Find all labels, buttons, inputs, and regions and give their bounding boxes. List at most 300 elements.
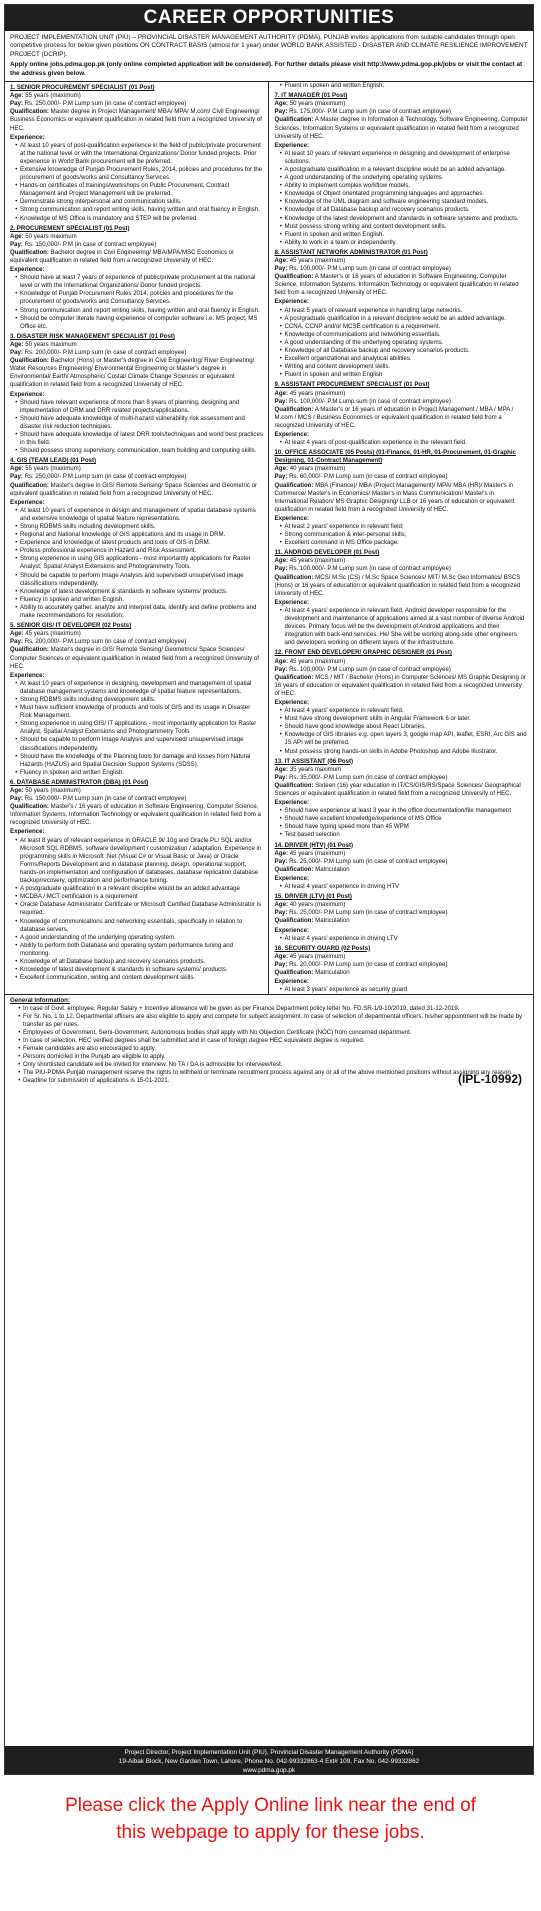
position-title: 12. FRONT END DEVELOPER/ GRAPHIC DESIGNER (01 Post) [274,649,452,657]
field-value: Rs. 200,000/- P.M Lump sum (in case of contract employee) [24,349,187,357]
field-label: Pay: [10,473,23,481]
experience-item: • Knowledge of the UML diagram and software engineering standard models. [284,198,529,206]
field-value: Rs. 250,000/- P.M Lump sum (in case of contract employee) [24,473,187,481]
field-label: Age: [10,92,24,100]
experience-item: • Strong RDBMS skills including development skills. [19,523,264,531]
position-block [10,333,264,455]
field-label: Age: [10,232,24,240]
field-value: Rs. 150,000/- P.M (in case of contract employee) [24,240,157,248]
field-label: Pay: [10,100,23,108]
experience-item: • Profess professional experience in Hazard and Risk Assessment. [19,547,264,555]
position-title: 13. IT ASSISTANT (06 Post) [274,757,354,765]
position-title: 3. DISASTER RISK MANAGEMENT SPECIALIST (01 Post) [10,332,175,340]
general-info-item: 5. Female candidates are also encouraged to apply. [22,1045,528,1053]
experience-item: • Knowledge of communications and networking essentials, specifically in relation to database servers. [19,918,264,934]
experience-list [10,507,264,620]
experience-item: • Fluent in spoken and written English. [284,231,529,239]
experience-item: • A postgraduate qualification in a relevant discipline would be an added advantage. [284,166,529,174]
experience-item: • Should have excellent knowledge/experience of MS Office [284,815,529,823]
position-qualification [10,357,264,389]
contact-footer [5,1746,533,1774]
experience-item: • Knowledge of all Database backup and recovery scenarios products. [284,206,529,214]
field-value: Rs. 175,000/- P.M Lump sum (in case of contract employee) [289,108,451,116]
field-label: Pay: [274,909,288,917]
experience-item: • Knowledge of communications and networking essentials. [284,331,529,339]
field-value: Rs. 150,000/- P.M Lump sum (in case of contract employee) [24,795,187,803]
general-info-title: General Information: [10,997,70,1005]
field-label: Pay: [274,473,288,481]
experience-item: • Should be capable to perform Image Analysis and supervised/ unsupervised image classifications independently. [19,572,264,588]
experience-item: • Knowledge of Object orientated programming languages and approaches. [284,190,529,198]
apply-online-notice[interactable] [0,1792,541,1846]
field-label: Pay: [274,960,288,968]
field-label: Qualification: [274,865,314,873]
experience-item: • Knowledge of all Database backup and recovery scenarios products. [19,958,264,966]
position-qualification [275,574,529,598]
experience-label: Experience: [10,828,45,836]
position-title: 15. DRIVER (LTV) (01 Post) [274,893,352,901]
field-label: Age: [274,657,289,665]
position-block [10,84,264,223]
field-value: Master degree in Project Management/ MBA/ MPA/ M.com/ Civil Engineering/ Business Economics or equivalent qualification in related field from a recognized University of HEC. [10,108,263,132]
field-value: A Master's or 16 years of education in Project Management / MBA / MPA / M.com / MCS / Business Economics or equivalent qualification in related field from a recognized University of HEC. [274,405,514,429]
field-label: Pay: [274,665,288,673]
experience-item: • Fluency in spoken and written English. [19,596,264,604]
experience-list [275,523,529,547]
experience-list [10,142,264,223]
position-qualification [275,482,529,514]
experience-item: • Excellent organizational and analytical abilities. [284,355,529,363]
position-qualification [10,108,264,132]
field-value: Matriculation [315,968,350,976]
position-block [10,622,264,777]
field-value: 50 years (maximum) [25,787,81,794]
field-label: Qualification: [274,116,314,124]
experience-item: • Should be capable to perform Image Analysis and supervised/ unsupervised image classifications independently. [19,736,264,752]
field-label: Qualification: [274,968,314,976]
experience-item: • Should have at least 7 years of experience of public/private procurement at the national level or with the International Organizations/ Donor funded projects. [19,274,264,290]
field-value: Rs. 200,000/- P.M Lump sum (in case of contract employee) [24,638,187,646]
field-value: 45 years (maximum) [289,389,346,397]
position-qualification [275,116,529,140]
ad-header: CAREER OPPORTUNITIES [5,5,533,31]
position-qualification [275,866,529,874]
position-title: 16. SECURITY GUARD (02 Posts) [274,944,371,952]
field-value: 50 years maximum [25,340,77,348]
field-value: 45 years (maximum) [289,257,346,264]
experience-item: • Should have typing speed more than 45 WPM [284,823,529,831]
position-pay [275,265,529,273]
position-block [275,945,529,995]
experience-label: Experience: [10,671,45,679]
position-age [10,233,264,241]
experience-item: • Oracle Database Administrator Certificate or Microsoft Certified Database Administrator is required. [19,901,264,917]
experience-item: • Extensive knowledge of Punjab Procurement Rules, 2014, policies and procedures for the procurement of goods/works and Consultancy Services. [19,166,264,182]
experience-item: • Fluency in spoken and written English. [19,769,264,777]
position-age [275,257,529,265]
experience-item: • Strong experience in using GIS/ IT applications - most importantly application for Raster Analyst, Spatial Analyst Extensions and Photogrammetry Tools [19,720,264,736]
experience-label: Experience: [274,799,310,807]
position-qualification [275,917,529,925]
experience-list [275,707,529,756]
field-value: Rs. 100,000/- P.M Lump sum (in case of contract employee) [289,565,451,573]
field-value: Rs. 100,000/- P.M Lump sum (in case of contract employee) [289,265,451,273]
footer-address: 19-Aibak Block, New Garden Town, Lahore, Phone No. 042-99332863-4 Ext# 109, Fax No. 042-99332862 [118,1758,420,1765]
field-value: 45 years (maximum) [289,849,346,857]
experience-item: • Experience and knowledge of latest products and tools of GIS in DRM. [19,539,264,547]
field-value: 45 years (maximum) [289,657,346,665]
experience-item: • At least 8 years of relevant experience in ORACLE 9i/ 10g and Oracle PL/ SQL and/or Microsoft SQL RDBMS, software development / customization / adaptation, Experience in programming skills in Microsoft .Net (Visual C# or Visual Basic or Java) or Oracle Forms/Reports Development and in database planning, design, operational support, hands-on implementation and configuration of databases, database replication database backup/recovery, optimization and performance tuning. [19,837,264,886]
experience-list [275,439,529,447]
experience-list [275,883,529,891]
position-pay [275,666,529,674]
experience-item: • At least 10 years of relevant experience in designing and development of enterprise solutions. [284,150,529,166]
experience-label: Experience: [10,498,45,506]
general-info-item: 4. In case of selection, HEC verified degrees shall be submitted and in case of foreign degree HEC equivalent degree is required. [22,1037,528,1045]
position-pay [275,565,529,573]
field-value: Rs. 25,000/- P.M Lump sum (in case of contract employee) [289,857,448,865]
footer-website: www.pdma.gop.pk [242,1767,296,1774]
experience-item: • Should have relevant experience of more than 8 years of planning, designing and implementation of DRM and DRR related projects/applications. [19,399,264,415]
field-label: Qualification: [10,803,49,811]
experience-label: Experience: [274,298,310,306]
experience-item: • At least 10 years of experience in designing, development and management of spatial database management systems and knowledge of spatial feature representations. [19,680,264,696]
experience-item: • Knowledge of GIS libraries e.g. open layers 3, google map API, leaflet, ESRI, Arc GIS and JS API will be preferred. [284,731,529,747]
experience-item: • A good understanding of the underlying operating systems. [284,339,529,347]
field-label: Qualification: [274,273,314,281]
experience-item: • Ability to work in a team or independently. [284,239,529,247]
position-qualification [10,803,264,827]
experience-list [275,986,529,994]
field-label: Qualification: [10,248,49,256]
general-info-item: 8. The PIU-PDMA Punjab management reserve the rights to withheld or terminate recruitment process against any or all of the above mentioned positions without assigning any reason. [22,1069,528,1077]
field-value: Rs. 100,000/- P.M Lump sum (in case of contract employee) [289,397,451,405]
position-block [275,549,529,647]
experience-label: Experience: [10,133,45,141]
footer-office: Project Director, Project Implementation Unit (PIU), Provincial Disaster Management Authority (PDMA) [124,1749,414,1756]
experience-list [10,399,264,456]
experience-item: • Ability to accurately gather, analyze and interpret data, identify and define problems and make recommendations for resolution; [19,604,264,620]
field-value: 45 years (maximum) [289,952,346,960]
field-label: Age: [274,557,289,565]
position-pay [275,774,529,782]
field-value: Rs. 60,000/- P.M Lump sum (in case of contract employee) [289,473,448,481]
experience-item: • At least 4 years' experience in driving LTV [284,935,529,943]
experience-item: • At least 4 years' experience in relevant field. [284,707,529,715]
general-info-item: 6. Persons domiciled in the Punjab are eligible to apply. [22,1053,528,1061]
experience-item: • Should be computer literate having experience of computer software i.e. MS project, MS Office etc. [19,315,264,331]
field-label: Pay: [10,240,23,248]
position-block [275,893,529,943]
general-information [5,994,533,1087]
position-title: 6. DATABASE ADMINISTRATOR (DBA) (01 Post) [10,778,149,786]
experience-item: • Fluent in spoken and written English; [284,82,529,90]
position-title: 10. OFFICE ASSOCIATE (05 Posts) (01-Finance, 01-HR, 01-Procurement, 01-Graphic Designing, 01-Contract Management) [274,449,516,465]
experience-list [10,680,264,777]
field-value: 50 years (maximum) [289,100,346,108]
position-title: 1. SENIOR PROCUREMENT SPECIALIST (01 Post) [10,84,155,92]
position-pay [10,473,264,481]
field-value: 55 years (maximum) [25,465,81,473]
experience-item: • Should have adequate knowledge of latest DRR tools/techniques and world best practices in this field. [19,431,264,447]
position-age [275,390,529,398]
experience-label: Experience: [274,430,310,438]
position-age [275,901,529,909]
position-title: 8. ASSISTANT NETWORK ADMINISTRATOR (01 Post) [274,248,428,256]
field-value: A Master's or 16 years of education in Software Engineering, Computer Science, Information Systems, Information Technology or equivalent qualification in related field from a recognized University of HEC. [274,273,519,297]
field-label: Pay: [274,857,288,865]
position-pay [275,473,529,481]
general-info-list [10,1005,528,1085]
position-block [275,92,529,247]
field-value: 50 years maximum [25,232,77,240]
experience-item: • Ability to perform both Database and operating system performance tuning and monitoring. [19,942,264,958]
position-block [275,842,529,892]
field-label: Age: [10,465,24,473]
field-value: 40 years (maximum) [289,465,346,473]
experience-item: • Knowledge of latest development & standards in software systems/ products. [19,588,264,596]
field-value: 35 years maximum [289,765,342,773]
position-block [275,449,529,547]
field-label: Qualification: [274,781,314,789]
experience-list [275,307,529,380]
field-label: Qualification: [274,673,314,681]
position-title: 14. DRIVER (HTV) (01 Post) [274,841,354,849]
position-title: 11. ANDROID DEVELOPER (01 Post) [274,549,380,557]
experience-label: Experience: [274,926,310,934]
position-age [275,953,529,961]
experience-item: • Knowledge of the latest development and standards in software systems and products. [284,215,529,223]
field-value: Bachelor degree in Civil Engineering/ MBA/MPA/MSC Economics or equivalent qualification in related field from a recognized University of HEC. [10,248,235,264]
experience-item: • Knowledge of MS Office is mandatory and STEP will be preferred. [19,215,264,223]
position-block [10,779,264,982]
experience-item: • Hands-on certificates of trainings/workshops on Public Procurement, Contract Management and Project Management will be preferred. [19,182,264,198]
position-title: 9. ASSISTANT PROCUREMENT SPECIALIST (01 Post) [274,381,430,389]
field-value: 45 years (maximum) [25,630,81,638]
experience-item: • Knowledge of all Database backup and recovery scenarios products. [284,347,529,355]
experience-item: • Should have good knowledge about React Libraries. [284,723,529,731]
experience-item: • Should have adequate knowledge of multi-hazard vulnerability risk assessment and disaster risk reduction techniques. [19,415,264,431]
experience-list [10,274,264,331]
experience-item: • Strong communication & inter-personal skills; [284,531,529,539]
intro-text: PROJECT IMPLEMENTATION UNIT (PIU) – PROVINCIAL DISASTER MANAGEMENT AUTHORITY (PDMA), PUNJAB invites applications from suitable candidates through open competitive process for below given positions ON CONTRACT BASIS (almost for 1 year) under WORLD BANK ASSISTED - DISASTER AND CLIMATE RESILIENCE IMPROVEMENT PROJECT (DCRIP). [10,34,528,58]
position-pay [275,909,529,917]
field-value: MCS / MIT / Bachelor (Hons) in Computer Sciences/ MS Graphic Designing or 16 years of education or equivalent qualification in related field from a recognized University of HEC. [274,673,527,697]
position-pay [10,795,264,803]
experience-item: • At least 5 years of relevant experience in handling large networks. [284,307,529,315]
field-label: Qualification: [10,646,49,654]
position-block [275,249,529,380]
positions-columns [5,81,533,994]
field-value: Rs. 250,000/- P.M Lump sum (in case of contract employee) [24,100,187,108]
position-pay [10,100,264,108]
job-advertisement [4,4,534,1775]
position-age [10,92,264,100]
position-pay [10,349,264,357]
experience-item: • Must have strong development skills in Angular Framework 6 or later. [284,715,529,723]
position-pay [275,398,529,406]
field-value: MBA (Finance)/ MBA (Project Management)/ MPA/ MBA (HR)/ Master's in Commerce/ Master's in Economics/ Master's in Mass Communication/ Master's in International Relation/ MS Graphic Designing/ LLB or 16 years of education or equivalent qualification in related field from a recognized University of HEC. [274,481,515,513]
position-block [10,225,264,331]
experience-item: • CCNA, CCNP and/or MCSE certification is a requirement. [284,323,529,331]
general-info-item: 9. Deadline for submission of applications is 15-01-2021. [22,1077,528,1085]
field-label: Qualification: [274,405,314,413]
position-age [275,100,529,108]
position-pay [275,108,529,116]
experience-label: Experience: [274,141,310,149]
experience-item: • Must have sufficient knowledge of products and tools of GIS and its usage in Disaster Risk Management. [19,704,264,720]
field-label: Qualification: [10,481,49,489]
experience-list [275,607,529,647]
field-label: Pay: [274,773,288,781]
field-label: Qualification: [274,573,314,581]
field-value: Matriculation [315,917,350,925]
left-column [10,82,269,994]
field-value: Bachelor (Hons) or Master's degree in Civil Engineering/ River Engineering/ Water Resources Engineering/ Environmental Engineering or Master's degree in Environmental/ Earth/ Atmospheric/ Costal/ Climate Change Sciences or equivalent qualification in related field from a recognized University of HEC. [10,357,255,389]
field-label: Age: [274,389,289,397]
experience-item: • Test based selection [284,831,529,839]
position-qualification [275,674,529,698]
position-block [275,649,529,755]
field-value: Rs. 35,000/- P.M Lump sum (in case of contract employee) [289,773,448,781]
position-age [10,465,264,473]
experience-label: Experience: [10,390,45,398]
field-value: Rs. 25,000/- P.M Lump sum (in case of contract employee) [289,909,448,917]
experience-item: • Knowledge of Punjab Procurement Rules 2014, policies and procedures for the procurement of goods/works and Consultancy Services. [19,290,264,306]
notice-line-1: Please click the Apply Online link near the end of [65,1795,476,1816]
field-label: Pay: [10,349,23,357]
experience-item: • A postgraduate qualification in a relevant discipline would be an added advantage [19,885,264,893]
experience-item: • At least 10 years of experience in design and management of spatial database systems and extensive knowledge of spatial feature representations. [19,507,264,523]
field-label: Pay: [274,265,288,273]
position-age [275,850,529,858]
experience-item: • Excellent communication, writing and content development skills. [19,974,264,982]
position-qualification [275,782,529,798]
experience-item: • Ability to implement complex workflow models. [284,182,529,190]
position-qualification [275,969,529,977]
position-pay [275,961,529,969]
position-qualification [10,482,264,498]
field-value: MCS/ M.Sc (CS) / M.Sc Space Sciences/ MIT/ M.Sc Geo Informatics/ BSCS (Hons) or 16 years of education or equivalent qualification in related field from a recognized University of HEC. [274,573,521,597]
position-qualification [275,273,529,297]
field-label: Age: [274,952,289,960]
general-info-item: 7. Only shortlisted candidate will be invited for interview. No TA / DA is admissible for interview/test. [22,1061,528,1069]
experience-item: • Strong RDBMS skills including development skills. [19,696,264,704]
field-value: Rs. 20,000/- P.M Lump sum (in case of contract employee) [289,960,448,968]
field-label: Age: [10,787,24,794]
field-label: Pay: [10,795,23,803]
experience-item: • Should have experience at least 3 year in the office documentation/file management [284,807,529,815]
notice-line-2: this webpage to apply for these jobs. [116,1822,425,1843]
experience-item: • Regional and National knowledge of GIS applications and its usage in DRM. [19,531,264,539]
position-age [275,557,529,565]
position-title: 5. SENIOR GIS/ IT DEVELOPER (02 Posts) [10,622,132,630]
experience-item: • Excellent command in MS Office package. [284,539,529,547]
experience-item: • A postgraduate qualification in a relevant discipline would be an added advantage. [284,315,529,323]
experience-item: • At least 10 years of post-qualification experience in the field of public/private procurement at the national level or with the International Organizations/ Donor funded projects. Prior experience in World Bank procurement will be preferred. [19,142,264,166]
field-value: Sixteen (16) year education in IT/CS/GIS/RS/Space Sciences/ Geographical Sciences or equivalent qualification in related field from a recognized University of HEC. [274,781,521,797]
field-value: 45 years (maximum) [289,557,346,565]
right-column [275,82,529,994]
experience-item: • Knowledge of latest development & standards in software systems/ products. [19,966,264,974]
experience-item: • Demonstrate strong interpersonal and communication skills. [19,198,264,206]
position-block [10,457,264,620]
experience-item: • At least 3 years' experience as security guard [284,986,529,994]
position-age [275,465,529,473]
field-label: Qualification: [274,481,314,489]
experience-item: • A good understanding of the underlying operating system. [19,934,264,942]
field-value: Matriculation [315,865,350,873]
experience-item: • Writing and content development skills. [284,363,529,371]
position-block [275,381,529,447]
experience-item: • Strong communication and report writing skills, having written and oral fluency in English. [19,307,264,315]
experience-list [275,935,529,943]
experience-item: • At least 4 years of post-qualification experience in the relevant field. [284,439,529,447]
field-label: Age: [10,340,24,348]
position-title: 4. GIS (TEAM LEAD) (01 Post) [10,457,96,465]
field-value: Master's degree in GIS/ Remote Sensing/ Geometrics/ Space Sciences/ Computer Sciences or equivalent qualification in related field from a recognized University of HEC. [10,646,259,670]
field-value: Rs. 100,000/- P.M Lump sum (in case of contract employee) [289,665,451,673]
experience-item: • A good understanding of the underlying operating systems. [284,174,529,182]
field-label: Pay: [274,565,288,573]
experience-item: • Must possess strong hands-on skills in Adobe Photoshop and Adobe Illustrator. [284,748,529,756]
position-pay [10,638,264,646]
experience-item: • Fluent in spoken and written English [284,371,529,379]
position-pay [275,858,529,866]
experience-item: • Must possess strong writing and content development skills. [284,223,529,231]
position-block [275,758,529,840]
general-info-item: 3. Employees of Government, Semi-Government, Autonomous bodies shall apply with No Objection Certificate (NOC) from concerned department. [22,1029,528,1037]
apply-online-link[interactable] [0,1792,541,1846]
field-label: Qualification: [10,108,49,116]
field-label: Pay: [274,108,288,116]
carry-over-bullets [275,82,529,90]
position-qualification [275,406,529,430]
ad-reference-code: (IPL-10992) [457,1072,522,1087]
general-info-item: 2. For Sr. No. 1 to 12, Departmental officers are also eligible to apply and compete for subject assignment. In case of selection of departmental officers, his/her appointment will be made by transfer as per rules. [22,1013,528,1029]
position-age [10,341,264,349]
experience-item: • Should possess strong supervisory, communication, team building and computing skills. [19,447,264,455]
experience-label: Experience: [274,978,310,986]
experience-item: • Strong communication and report writing skills, having written and oral fluency in English. [19,206,264,214]
experience-item: • At least 4 years' experience in relevant field. Android developer responsible for the development and maintenance of applications aimed at a vast number of diverse Android devices. Primary focus will be the development of Android applications and their integration with back-end services. He/ She will be working along-side other engineers and developers working on different layers of the infrastructure. [284,607,529,647]
field-label: Age: [274,257,289,264]
position-age [275,658,529,666]
experience-list [275,807,529,839]
field-label: Age: [274,901,289,909]
position-title: 2. PROCUREMENT SPECIALIST (01 Post) [10,224,130,232]
right-positions [275,92,529,994]
field-value: 55 years (maximum) [25,92,81,100]
field-label: Qualification: [274,917,314,925]
experience-list [275,150,529,247]
field-label: Age: [274,765,289,773]
field-label: Age: [10,630,24,638]
position-age [10,787,264,795]
field-label: Age: [274,849,289,857]
general-info-item: 1. In case of Govt. employee, Regular Salary + Incentive allowance will be given as per Finance Department policy letter No. FD.SR-1/9-10/2019, dated 31-12-2019. [22,1005,528,1013]
position-pay [10,241,264,249]
apply-instructions: Apply online jobs.pdma.gop.pk (only online completed application will be considered). For further details please visit http://www.pdma.gop.pk/jobs or visit the contact at the address given below. [10,61,523,77]
experience-list [10,837,264,983]
experience-label: Experience: [274,698,310,706]
field-label: Age: [274,465,289,473]
experience-label: Experience: [274,598,310,606]
field-label: Qualification: [10,357,49,365]
position-title: 7. IT MANAGER (01 Post) [274,92,348,100]
position-qualification [10,249,264,265]
field-label: Age: [274,100,289,108]
